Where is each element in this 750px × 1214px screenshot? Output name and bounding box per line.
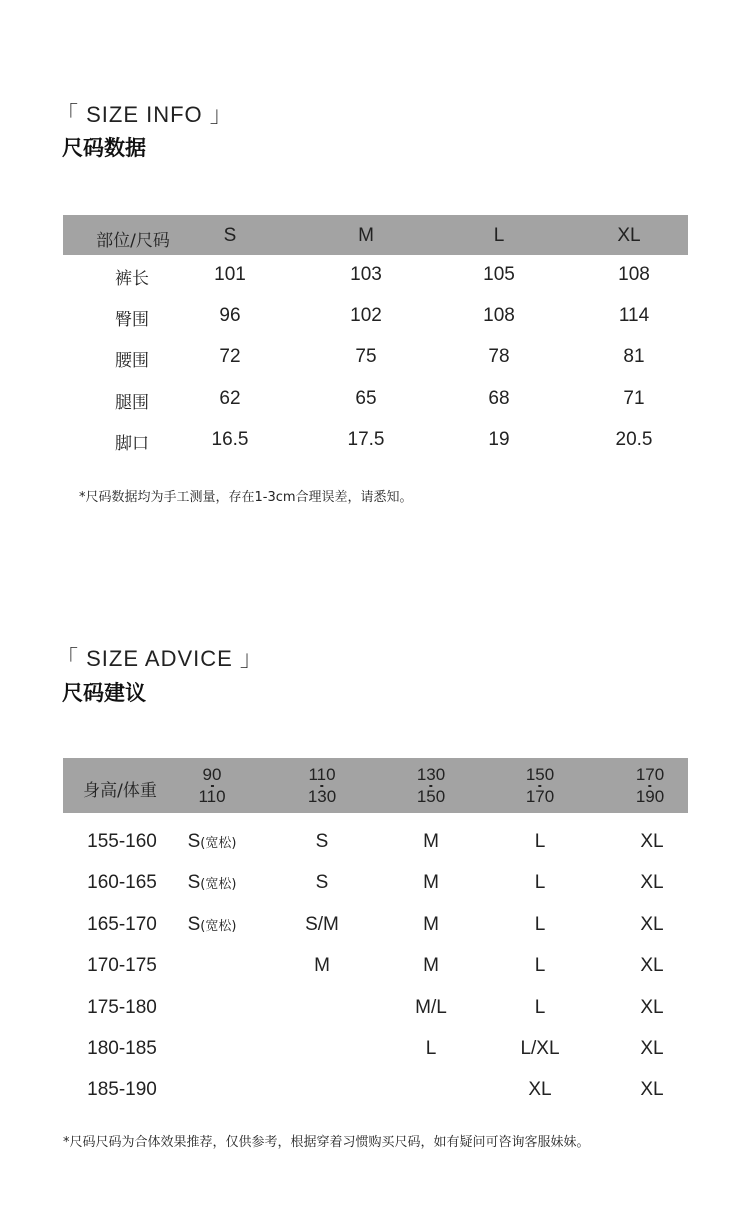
advice-cell: XL: [640, 997, 664, 1018]
size-info-header-xl: XL: [617, 225, 641, 246]
size-info-cell: 16.5: [211, 429, 249, 450]
size-info-cell: 103: [350, 264, 382, 285]
size-info-header-s: S: [223, 225, 237, 246]
size-info-cell: 19: [488, 429, 510, 450]
weight-range-header: [636, 764, 664, 808]
size-info-cell: 102: [350, 305, 382, 326]
weight-range-top: 110: [308, 765, 336, 784]
size-info-row-label: 臀围: [115, 310, 149, 330]
size-info-note: *尺码数据均为手工测量，存在1-3cm合理误差，请悉知。: [79, 490, 413, 505]
advice-cell: S(宽松): [187, 914, 237, 935]
advice-cell: L: [534, 955, 546, 976]
advice-cell: XL: [640, 831, 664, 852]
advice-cell: S(宽松): [187, 872, 237, 893]
size-info-header-l: L: [493, 225, 505, 246]
size-info-cell: 96: [219, 305, 241, 326]
advice-cell: M/L: [415, 997, 447, 1018]
weight-range-bottom: 190: [635, 787, 665, 806]
advice-cell: S/M: [305, 914, 339, 935]
weight-range-header: [526, 764, 554, 808]
weight-range-bottom: 110: [198, 787, 226, 806]
size-info-title-cn: 尺码数据: [62, 136, 146, 160]
size-info-cell: 20.5: [615, 429, 653, 450]
weight-range-bottom: 170: [525, 787, 555, 806]
size-info-cell: 72: [219, 346, 241, 367]
size-info-cell: 114: [618, 305, 650, 326]
advice-cell: S: [315, 831, 329, 852]
size-advice-note: *尺码尺码为合体效果推荐，仅供参考，根据穿着习惯购买尺码，如有疑问可咨询客服妹妹。: [63, 1135, 590, 1150]
height-range: 160-165: [87, 872, 157, 893]
size-info-header-part: 部位/尺码: [96, 231, 170, 251]
size-info-cell: 108: [483, 305, 515, 326]
advice-cell: M: [423, 872, 439, 893]
height-range: 165-170: [87, 914, 157, 935]
advice-cell: XL: [640, 1038, 664, 1059]
weight-range-top: 90: [202, 765, 222, 784]
advice-cell: XL: [640, 914, 664, 935]
size-info-row-label: 腿围: [115, 393, 149, 413]
weight-range-header: [417, 764, 445, 808]
height-range: 180-185: [87, 1038, 157, 1059]
size-info-row-label: 裤长: [115, 269, 149, 289]
advice-cell: M: [423, 914, 439, 935]
advice-cell: M: [423, 831, 439, 852]
size-advice-header-label: 身高/体重: [83, 781, 157, 801]
size-info-cell: 68: [488, 388, 510, 409]
advice-cell: S: [315, 872, 329, 893]
advice-cell: M: [423, 955, 439, 976]
size-info-row-label: 腰围: [115, 351, 149, 371]
advice-cell: XL: [640, 1079, 664, 1100]
size-info-cell: 81: [623, 346, 645, 367]
size-info-cell: 78: [488, 346, 510, 367]
advice-cell: L: [534, 872, 546, 893]
advice-cell: S(宽松): [187, 831, 237, 852]
size-info-title-en: 「 SIZE INFO 」: [56, 102, 233, 127]
advice-cell: L/XL: [520, 1038, 560, 1059]
height-range: 170-175: [87, 955, 157, 976]
advice-cell: L: [534, 831, 546, 852]
height-range: 175-180: [87, 997, 157, 1018]
weight-range-header: [308, 764, 336, 808]
size-info-cell: 17.5: [347, 429, 385, 450]
advice-cell: L: [534, 997, 546, 1018]
advice-cell: M: [314, 955, 330, 976]
size-info-cell: 71: [623, 388, 645, 409]
weight-range-top: 170: [635, 765, 665, 784]
size-advice-title-en: 「 SIZE ADVICE 」: [56, 646, 263, 671]
size-advice-title-cn: 尺码建议: [62, 681, 146, 705]
size-info-cell: 65: [355, 388, 377, 409]
size-info-cell: 101: [214, 264, 246, 285]
size-info-cell: 105: [483, 264, 515, 285]
size-info-row-label: 脚口: [115, 434, 149, 454]
size-info-cell: 62: [219, 388, 241, 409]
weight-range-top: 150: [525, 765, 555, 784]
weight-range-bottom: 150: [416, 787, 446, 806]
advice-cell: XL: [640, 872, 664, 893]
size-info-header-m: M: [358, 225, 374, 246]
size-info-cell: 75: [355, 346, 377, 367]
height-range: 155-160: [87, 831, 157, 852]
advice-cell: L: [534, 914, 546, 935]
weight-range-bottom: 130: [307, 787, 337, 806]
advice-cell: XL: [528, 1079, 552, 1100]
advice-cell: XL: [640, 955, 664, 976]
weight-range-top: 130: [416, 765, 446, 784]
weight-range-header: [198, 764, 225, 808]
height-range: 185-190: [87, 1079, 157, 1100]
size-info-cell: 108: [618, 264, 650, 285]
advice-cell: L: [425, 1038, 437, 1059]
